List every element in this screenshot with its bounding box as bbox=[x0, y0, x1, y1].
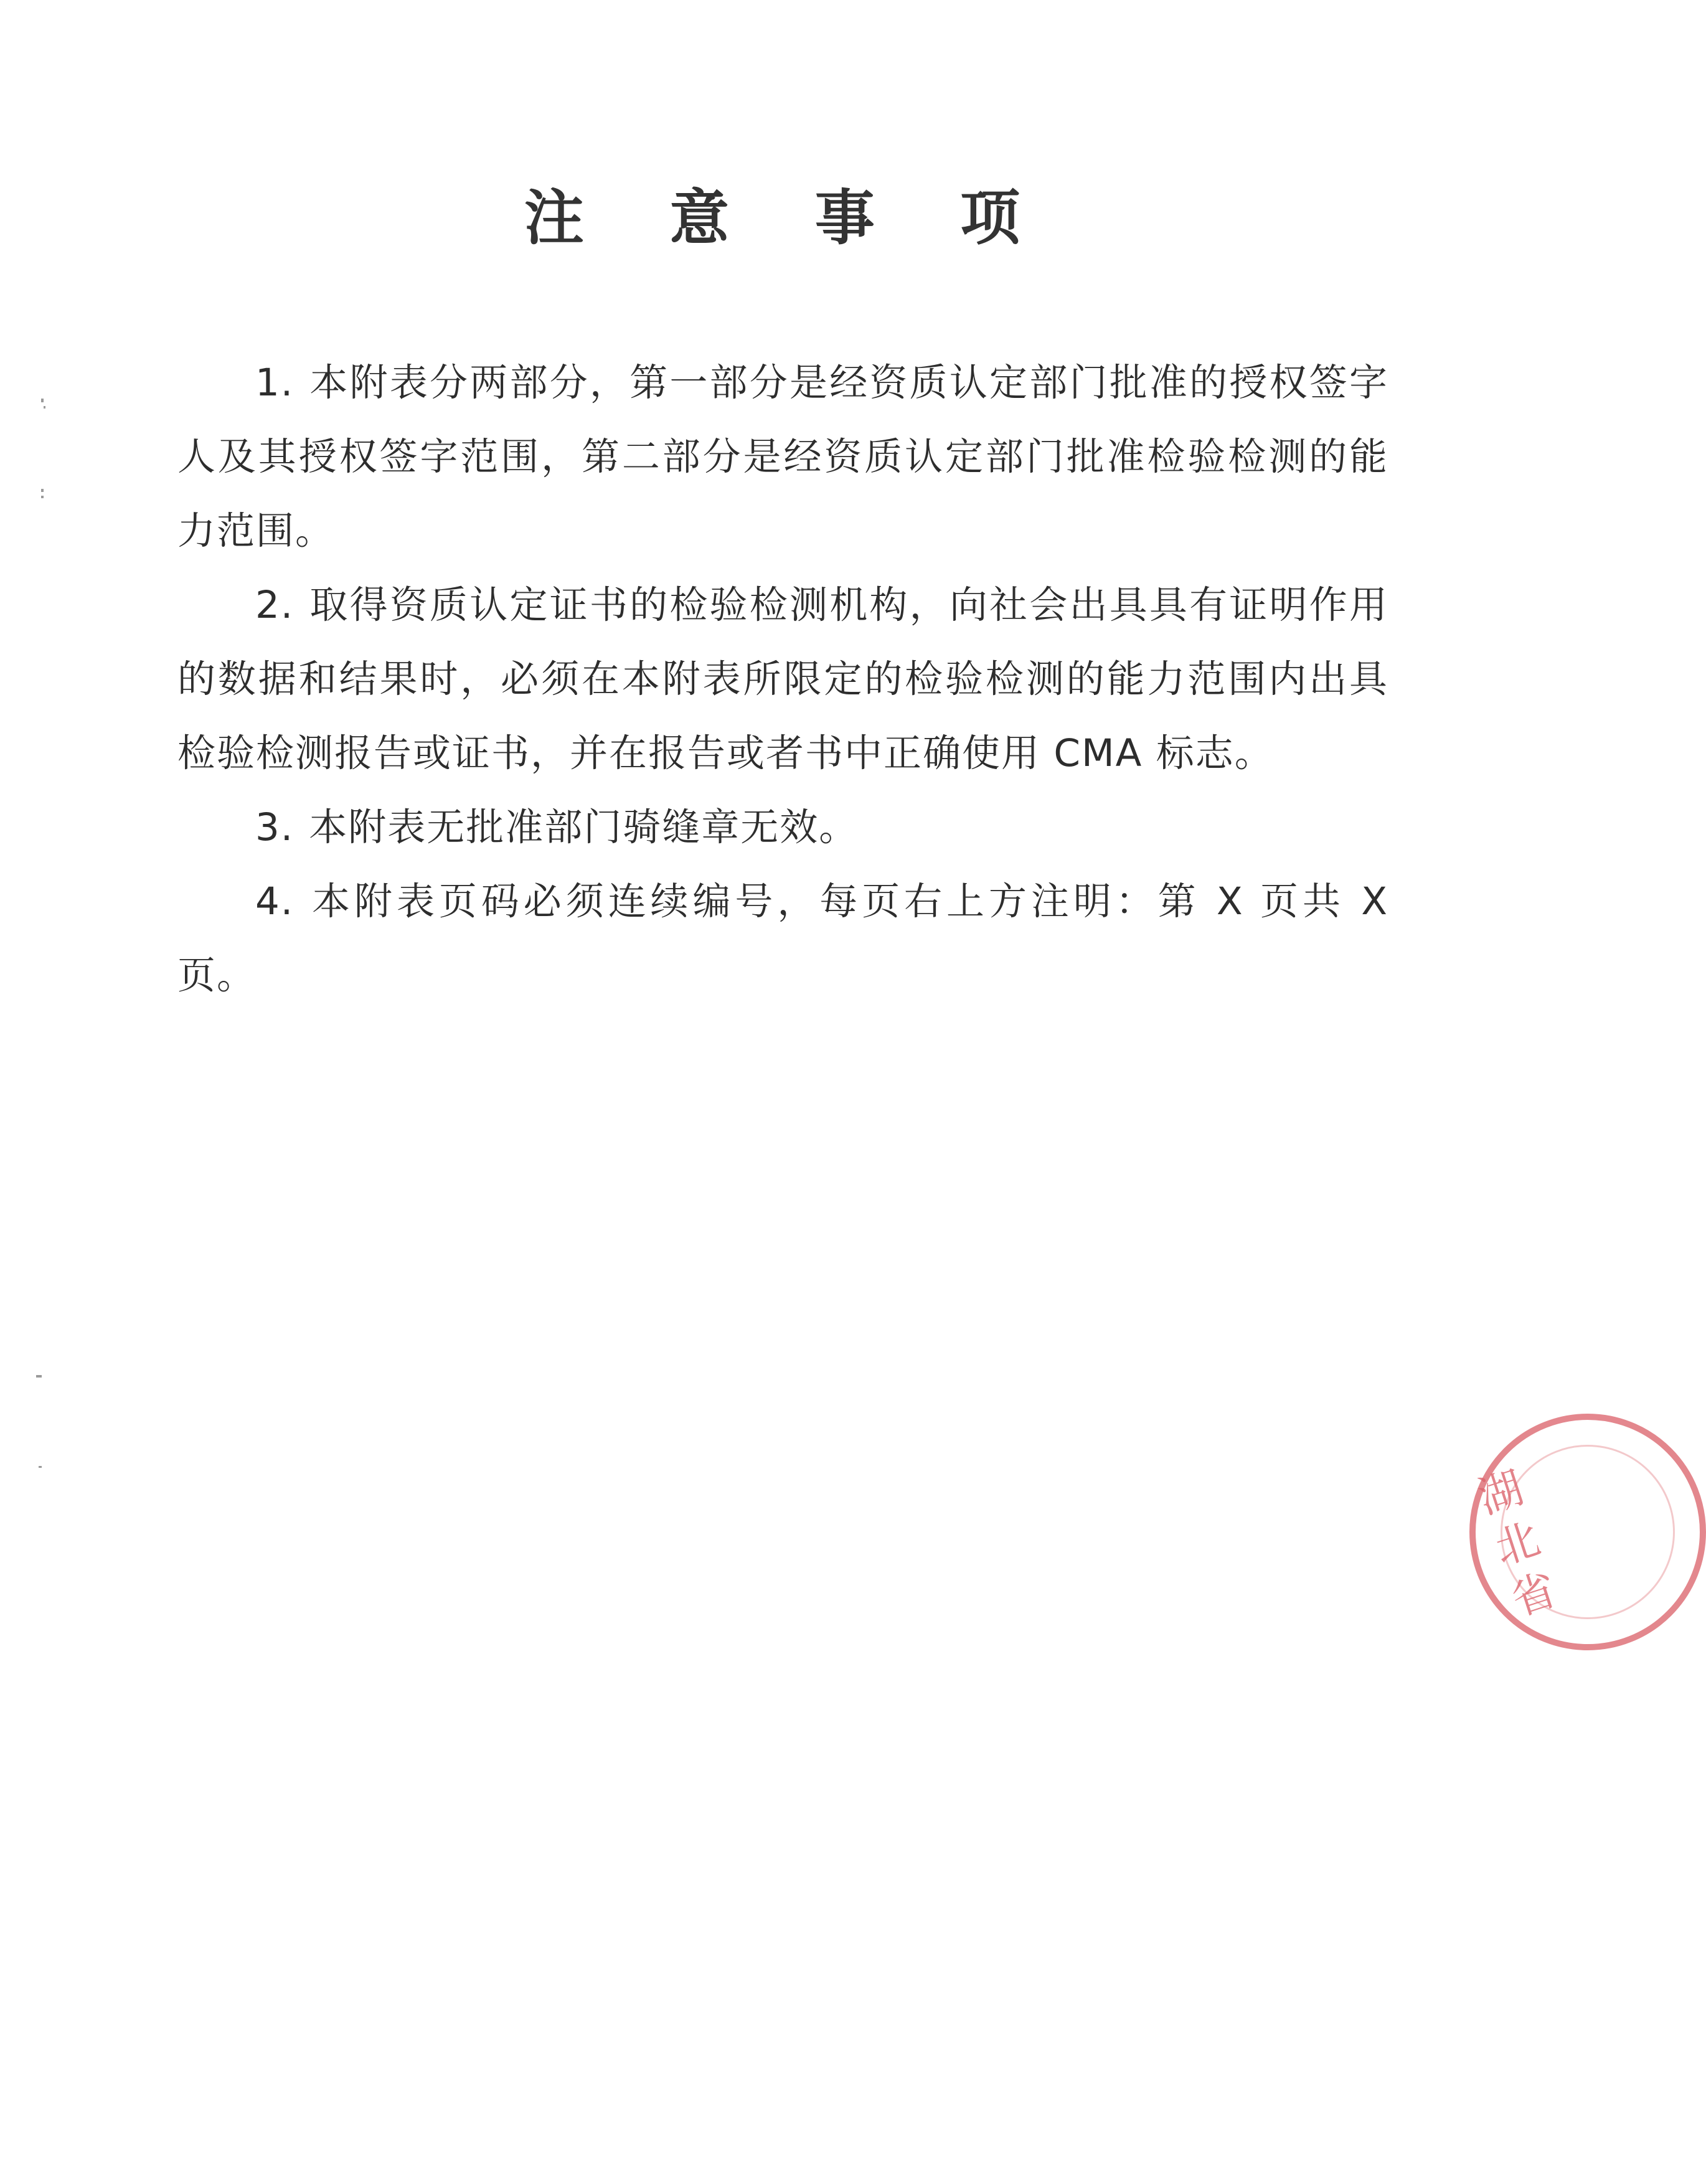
scan-speck bbox=[41, 496, 44, 498]
note-number: 2. bbox=[255, 583, 295, 627]
note-number: 4. bbox=[255, 879, 295, 924]
note-item-1 bbox=[177, 346, 1388, 568]
note-item-3 bbox=[177, 790, 1388, 864]
note-number: 1. bbox=[255, 361, 295, 405]
scan-speck bbox=[41, 489, 44, 492]
note-item-2 bbox=[177, 568, 1388, 790]
page-title: 注 意 事 项 bbox=[524, 182, 1053, 253]
note-item-4 bbox=[177, 864, 1388, 1013]
scan-speck bbox=[36, 1375, 42, 1378]
seal-text: 湖北省 bbox=[1472, 1462, 1563, 1626]
note-text: 本附表页码必须连续编号，每页右上方注明：第 X 页共 X 页。 bbox=[177, 879, 1388, 998]
note-text: 本附表无批准部门骑缝章无效。 bbox=[309, 805, 859, 849]
scan-speck bbox=[41, 399, 44, 402]
note-text: 本附表分两部分，第一部分是经资质认定部门批准的授权签字人及其授权签字范围，第二部分是经资质认定部门批准检验检测的能力范围。 bbox=[177, 361, 1388, 553]
scan-speck bbox=[39, 1466, 42, 1468]
scan-speck bbox=[44, 406, 45, 409]
official-seal bbox=[1469, 1414, 1706, 1650]
notes-list bbox=[177, 346, 1388, 1013]
note-number: 3. bbox=[255, 805, 295, 849]
note-text: 取得资质认定证书的检验检测机构，向社会出具具有证明作用的数据和结果时，必须在本附表所限定的检验检测的能力范围内出具检验检测报告或证书，并在报告或者书中正确使用 CMA 标志。 bbox=[177, 583, 1388, 775]
